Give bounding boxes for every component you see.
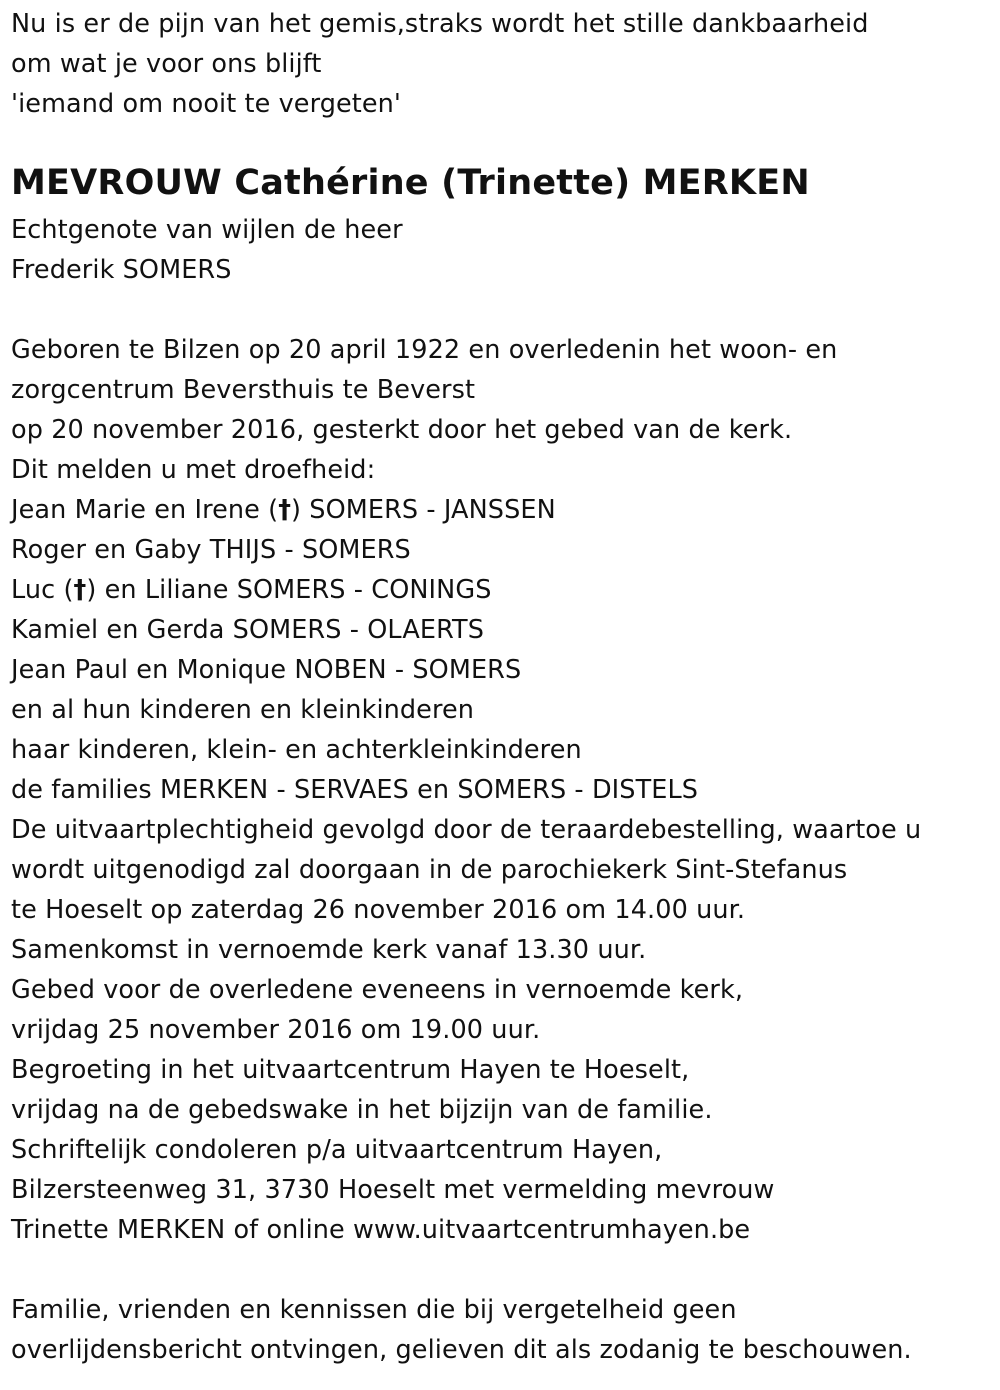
family-line: haar kinderen, klein- en achterkleinkinderen: [11, 735, 582, 765]
poem-line: Nu is er de pijn van het gemis,straks wordt het stille dankbaarheid: [11, 9, 869, 39]
spouse-info: [11, 210, 991, 290]
poem: [11, 4, 991, 124]
death-notice: [11, 4, 991, 1370]
death-date-line: op 20 november 2016, gesterkt door het gebed van de kerk.: [11, 415, 793, 445]
closing-line: Familie, vrienden en kennissen die bij vergetelheid geen: [11, 1295, 737, 1325]
family-line: Jean Paul en Monique NOBEN - SOMERS: [11, 655, 522, 685]
announce-line: Dit melden u met droefheid:: [11, 455, 376, 485]
prayer-line: vrijdag 25 november 2016 om 19.00 uur.: [11, 1015, 541, 1045]
funeral-line: te Hoeselt op zaterdag 26 november 2016 om 14.00 uur.: [11, 895, 746, 925]
birth-line: Geboren te Bilzen op 20 april 1922 en overledenin het woon- en: [11, 335, 838, 365]
family-text: Luc (: [11, 575, 74, 605]
closing-line: overlijdensbericht ontvingen, gelieven dit als zodanig te beschouwen.: [11, 1335, 912, 1365]
spacer: [11, 1250, 991, 1290]
spacer: [11, 290, 991, 330]
closing-note: [11, 1290, 991, 1370]
family-line: de families MERKEN - SERVAES en SOMERS - DISTELS: [11, 775, 699, 805]
family-line: en al hun kinderen en kleinkinderen: [11, 695, 475, 725]
funeral-line: wordt uitgenodigd zal doorgaan in de parochiekerk Sint-Stefanus: [11, 855, 848, 885]
poem-line: om wat je voor ons blijft: [11, 49, 322, 79]
spouse-line: Echtgenote van wijlen de heer: [11, 215, 403, 245]
spouse-line: Frederik SOMERS: [11, 255, 232, 285]
cross-icon: †: [278, 495, 292, 525]
condolence-line: Bilzersteenweg 31, 3730 Hoeselt met vermelding mevrouw: [11, 1175, 775, 1205]
family-text: ) en Liliane SOMERS - CONINGS: [86, 575, 492, 605]
prayer-line: Gebed voor de overledene eveneens in vernoemde kerk,: [11, 975, 744, 1005]
place-line: zorgcentrum Beversthuis te Beverst: [11, 375, 476, 405]
family-line: Roger en Gaby THIJS - SOMERS: [11, 535, 411, 565]
condolence-line: Schriftelijk condoleren p/a uitvaartcentrum Hayen,: [11, 1135, 663, 1165]
greeting-line: Begroeting in het uitvaartcentrum Hayen te Hoeselt,: [11, 1055, 690, 1085]
funeral-line: De uitvaartplechtigheid gevolgd door de teraardebestelling, waartoe u: [11, 815, 922, 845]
family-text: Jean Marie en Irene (: [11, 495, 279, 525]
cross-icon: †: [73, 575, 87, 605]
family-text: ) SOMERS - JANSSEN: [291, 495, 556, 525]
condolence-line: Trinette MERKEN of online www.uitvaartcentrumhayen.be: [11, 1215, 751, 1245]
greeting-line: vrijdag na de gebedswake in het bijzijn van de familie.: [11, 1095, 713, 1125]
deceased-name: MEVROUW Cathérine (Trinette) MERKEN: [11, 163, 810, 203]
poem-line: 'iemand om nooit te vergeten': [11, 89, 402, 119]
family-line: [11, 490, 991, 530]
notice-body: [11, 330, 991, 1250]
gathering-line: Samenkomst in vernoemde kerk vanaf 13.30 uur.: [11, 935, 647, 965]
family-line: [11, 570, 991, 610]
family-line: Kamiel en Gerda SOMERS - OLAERTS: [11, 615, 484, 645]
